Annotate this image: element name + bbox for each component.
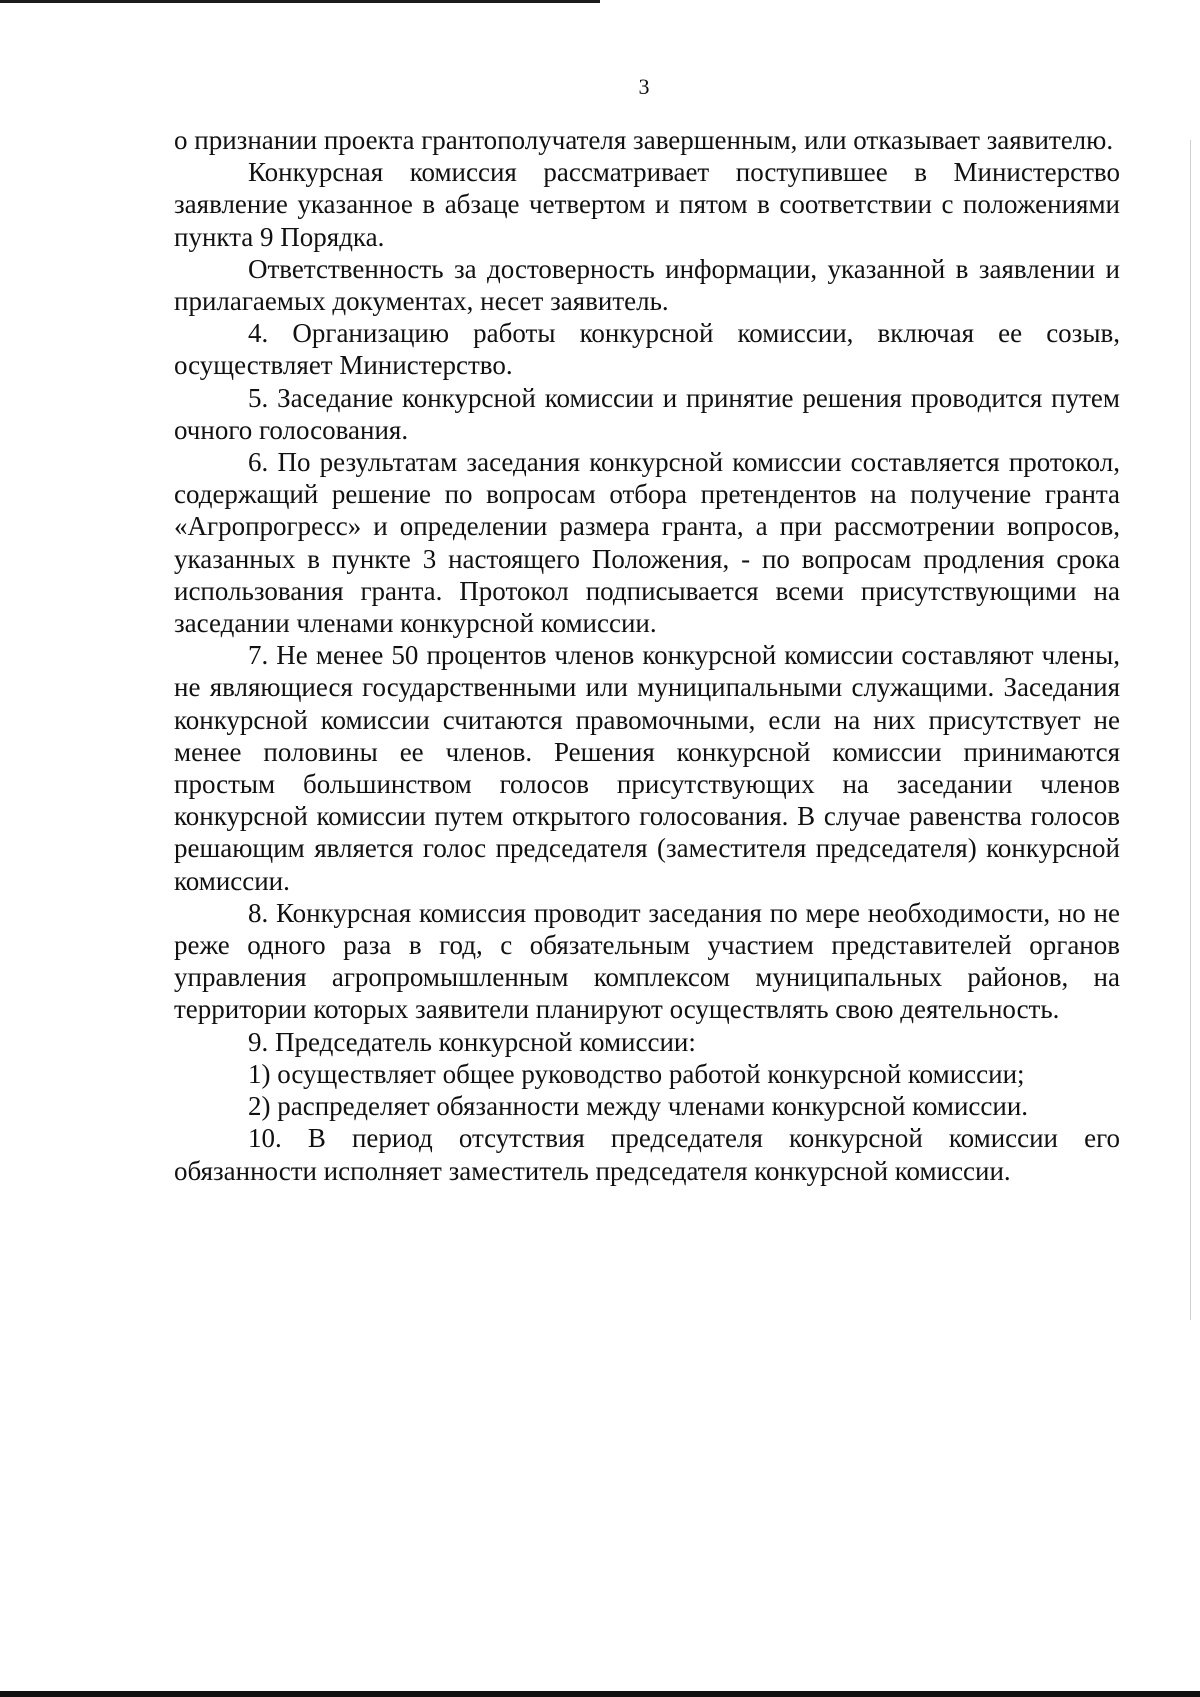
paragraph-continuation: о признании проекта грантополучателя завершенным, или отказывает заявителю.: [174, 125, 1114, 155]
paragraph-subitem-2: 2) распределяет обязанности между членами конкурсной комиссии.: [248, 1091, 1029, 1122]
paragraph-item-8: 8. Конкурсная комиссия проводит заседания по мере необходимости, но не реже одного раза в год, с обязательным участием представителей органов управления агропромышленным комплексом муниципальных районов, на территории которых заявители планируют осуществлять свою деятельность.: [174, 897, 1120, 1025]
paragraph-responsibility: Ответственность за достоверность информации, указанной в заявлении и прилагаемых документах, несет заявитель.: [174, 253, 1120, 317]
paragraph-item-10: 10. В период отсутствия председателя конкурсной комиссии его обязанности исполняет заместитель председателя конкурсной комиссии.: [174, 1123, 1120, 1186]
paragraph-commission-review: Конкурсная комиссия рассматривает поступившее в Министерство заявление указанное в абзаце четвертом и пятом в соответствии с положениями пункта 9 Порядка.: [174, 157, 1120, 252]
paragraph-item-9: 9. Председатель конкурсной комиссии:: [248, 1026, 696, 1057]
paragraph-item-6: 6. По результатам заседания конкурсной комиссии составляется протокол, содержащий решение по вопросам отбора претендентов на получение гранта «Агропрогресс» и определении размера гранта, а при рассмотрении вопросов, указанных в пункте 3 настоящего Положения, - по вопросам продления срока использования гранта. Протокол подписывается всеми присутствующими на заседании членами конкурсной комиссии.: [174, 447, 1120, 639]
paragraph-item-5: 5. Заседание конкурсной комиссии и принятие решения проводится путем очного голосования.: [174, 382, 1120, 445]
page-number: 3: [638, 74, 650, 99]
document-body: [174, 124, 1120, 1187]
paragraph-subitem-1: 1) осуществляет общее руководство работой конкурсной комиссии;: [248, 1058, 1025, 1089]
scan-edge-right: [1190, 140, 1191, 1320]
scan-edge-bottom: [0, 1691, 1200, 1697]
paragraph-item-4: 4. Организацию работы конкурсной комиссии, включая ее созыв, осуществляет Министерство.: [174, 318, 1120, 381]
scan-edge-top: [0, 0, 600, 3]
paragraph-item-7: 7. Не менее 50 процентов членов конкурсной комиссии составляют члены, не являющиеся государственными или муниципальными служащими. Заседания конкурсной комиссии считаются правомочными, если на них присутствует не менее половины ее членов. Решения конкурсной комиссии принимаются простым большинством голосов присутствующих на заседании членов конкурсной комиссии путем открытого голосования. В случае равенства голосов решающим является голос председателя (заместителя председателя) конкурсной комиссии.: [174, 640, 1120, 896]
